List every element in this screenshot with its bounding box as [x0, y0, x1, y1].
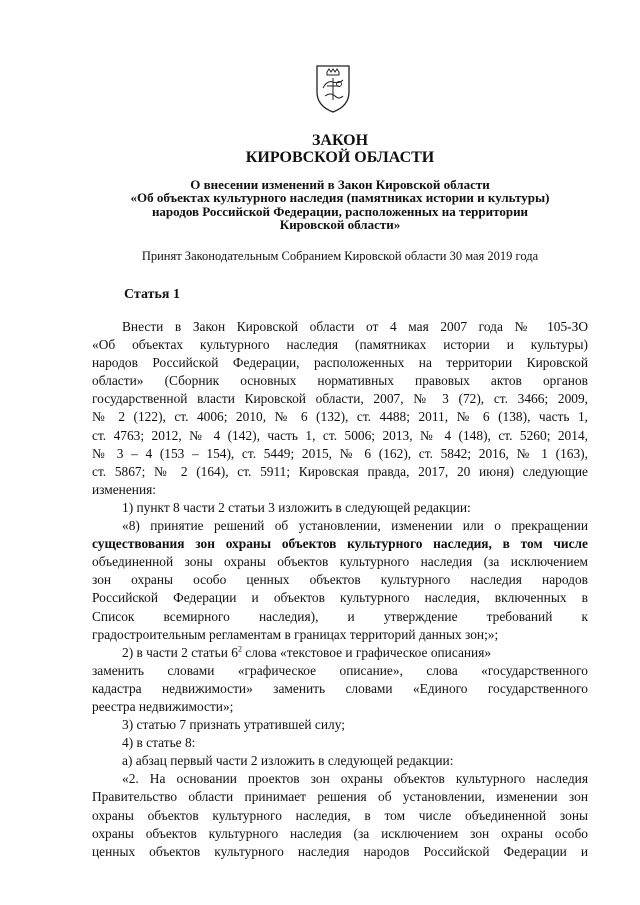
text-line: заменить словами «графическое описание», слова «государственного [92, 662, 588, 678]
text-line: реестра недвижимости»; [92, 698, 234, 714]
text-line: ст. 4763; 2012, № 4 (142), часть 1, ст. 5006; 2013, № 4 (148), ст. 5260; 2014, [92, 427, 588, 443]
text-line: «8) принятие решений об установлении, изменении или о прекращении [122, 518, 588, 534]
text-line: охраны объектов культурного наследия, в том числе объединенной зоны [92, 807, 588, 823]
law-subtitle [92, 178, 588, 232]
text-line: Российской Федерации и объектов культурного наследия, включенных в [92, 590, 588, 606]
text-fragment: 2) в части 2 статьи 6 [122, 644, 238, 660]
text-line: Правительство области принимает решения об установлении, изменении зон [92, 789, 588, 805]
article-heading: Статья 1 [124, 287, 180, 302]
text-line: ст. 5867; № 2 (164), ст. 5911; Кировская правда, 2017, 20 июня) следующие [92, 463, 588, 479]
text-fragment: слова «текстовое и графическое описания» [241, 644, 492, 660]
text-line: Внести в Закон Кировской области от 4 мая 2007 года № 105-ЗО [122, 319, 588, 334]
text-line: 3) статью 7 признать утратившей силу; [122, 717, 345, 733]
text-line: объединенной зоны охраны объектов культурного наследия (за исключением [92, 554, 588, 570]
text-line: градостроительным регламентам в границах территорий данных зон;»; [92, 626, 499, 642]
text-line: охраны объектов культурного наследия (за исключением зон охраны особо [92, 825, 588, 841]
text-line: ценных объектов культурного наследия народов Российской Федерации и [92, 843, 588, 859]
law-title: ЗАКОН [311, 132, 369, 149]
text-line: «2. На основании проектов зон охраны объектов культурного наследия [122, 771, 588, 787]
text-line: 1) пункт 8 части 2 статьи 3 изложить в следующей редакции: [122, 499, 471, 515]
text-line: № 3 – 4 (153 – 154), ст. 5449; 2015, № 6 (162), ст. 5842; 2016, № 1 (163), [92, 445, 588, 461]
text-line: зон охраны особо ценных объектов культурного наследия народов [92, 572, 588, 588]
adoption-note: Принят Законодательным Собранием Кировской области 30 мая 2019 года [141, 249, 539, 263]
text-line-item-2 [92, 644, 588, 662]
text-line: кадастра недвижимости» заменить словами «Единого государственного [92, 680, 588, 696]
subtitle-line: народов Российской Федерации, расположенных на территории [151, 203, 529, 219]
subtitle-line: О внесении изменений в Закон Кировской области [190, 177, 490, 192]
text-line: существования зон охраны объектов культурного наследия, в том числе [92, 536, 588, 552]
text-line: народов Российской Федерации, расположенных на территории Кировской [92, 355, 588, 371]
text-line: № 2 (122), ст. 4006; 2010, № 6 (132), ст. 4488; 2011, № 6 (138), часть 1, [92, 409, 588, 425]
text-line: изменения: [92, 481, 157, 497]
text-line: «Об объектах культурного наследия (памятниках истории и культуры) [92, 337, 588, 353]
article-body [92, 318, 588, 861]
law-region: КИРОВСКОЙ ОБЛАСТИ [245, 149, 435, 166]
text-line: государственной власти Кировской области, 2007, № 3 (72), ст. 3466; 2009, [92, 391, 588, 407]
subtitle-line: «Об объектах культурного наследия (памятниках истории и культуры) [130, 190, 550, 206]
subtitle-line: Кировской области» [279, 217, 401, 233]
text-line: Список всемирного наследия), и утверждение требований к [92, 608, 588, 624]
text-line: 4) в статье 8: [122, 735, 196, 751]
superscript: 2 [237, 644, 242, 654]
coat-of-arms-icon [313, 62, 353, 114]
text-line: а) абзац первый части 2 изложить в следующей редакции: [122, 753, 454, 769]
text-line: области» (Сборник основных нормативных правовых актов органов [92, 373, 588, 389]
